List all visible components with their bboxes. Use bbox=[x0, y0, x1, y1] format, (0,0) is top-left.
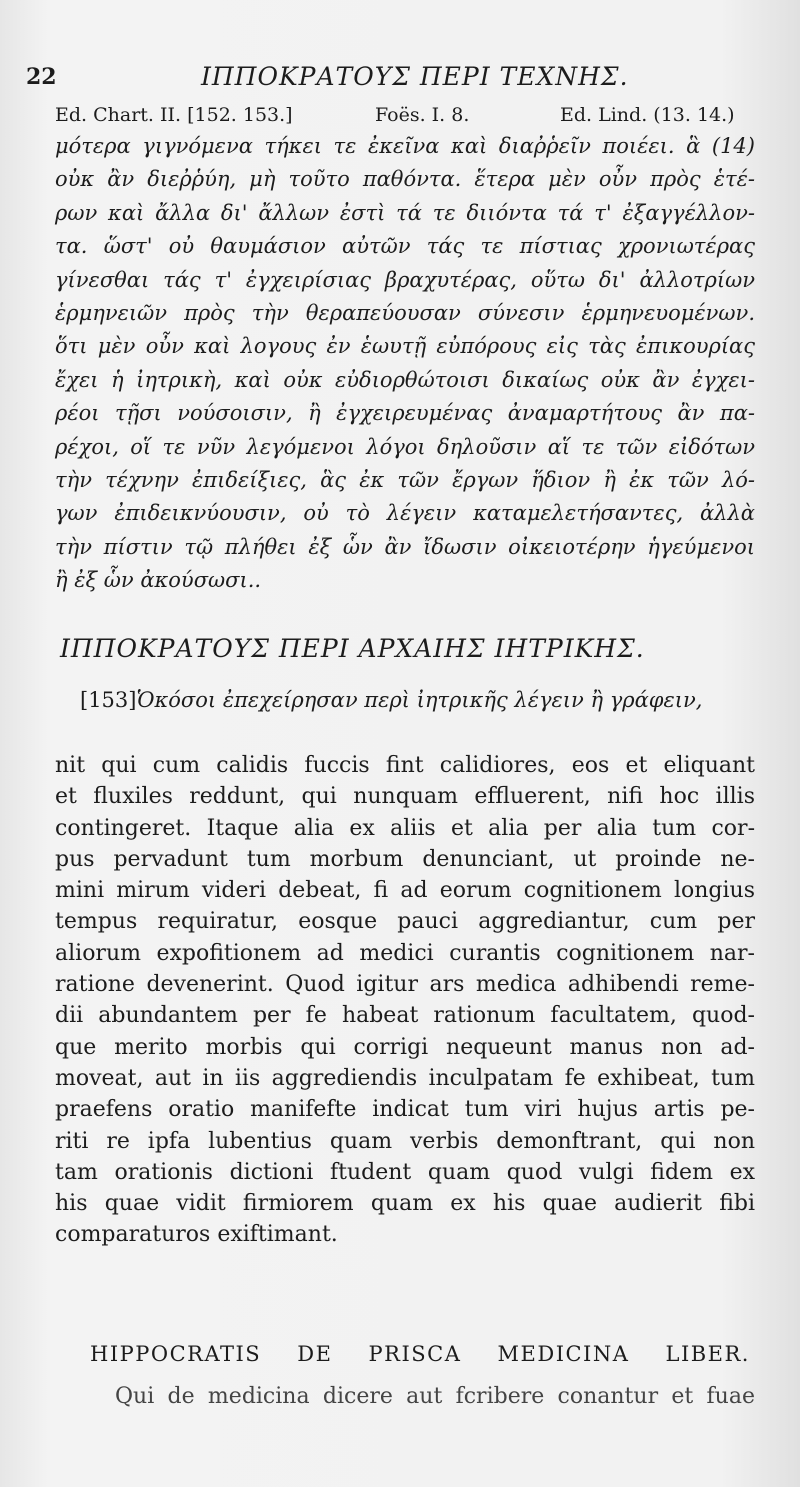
latin-line: contingeret. Itaque alia ex aliis et alia per alia tum cor- bbox=[55, 815, 755, 841]
latin-line: dii abundantem per fe habeat rationum facultatem, quod- bbox=[55, 1003, 755, 1029]
latin-line: nit qui cum calidis fuccis fint calidiores, eos et eliquant bbox=[55, 753, 755, 778]
latin-line: pus pervadunt tum morbum denunciant, ut proinde ne- bbox=[55, 846, 755, 872]
ref-chart: Ed. Chart. II. [152. 153.] bbox=[55, 104, 293, 126]
greek-line: ἔχει ἡ ἰητρικὴ, καὶ οὐκ εὐδιορθώτοισι δικαίως οὐκ ἂν ἐγχει- bbox=[55, 367, 755, 392]
page-header bbox=[26, 60, 746, 100]
greek-line: ἑρμηνειῶν πρὸς τὴν θεραπεύουσαν σύνεσιν ἑρμηνευομένων. bbox=[55, 300, 755, 325]
greek-line: τὴν τέχνην ἐπιδείξιες, ἃς ἐκ τῶν ἔργων ἥδιον ἢ ἐκ τῶν λό- bbox=[55, 467, 755, 492]
latin-line: mini mirum videri debeat, fi ad eorum cognitionem longius bbox=[55, 878, 755, 904]
greek-text-block bbox=[55, 130, 755, 597]
latin-opening-line: Qui de medicina dicere aut fcribere conantur et fuae bbox=[115, 1384, 755, 1409]
latin-line: tam orationis dictioni ftudent quam quod vulgi fidem ex bbox=[55, 1159, 755, 1185]
latin-line: ratione devenerint. Quod igitur ars medica adhibendi reme- bbox=[55, 972, 755, 998]
latin-line: praefens oratio manifefte indicat tum viri hujus artis pe- bbox=[55, 1097, 755, 1123]
running-title: ΙΠΠΟΚΡΑΤΟΥΣ ΠΕΡΙ ΤΕΧΝΗΣ. bbox=[201, 62, 629, 91]
greek-line: τὴν πίστιν τῷ πλήθει ἐξ ὧν ἂν ἴδωσιν οἰκειοτέρην ἡγεύμενοι bbox=[55, 534, 755, 559]
latin-line: que merito morbis qui corrigi nequeunt manus non ad- bbox=[55, 1034, 755, 1060]
edition-references bbox=[55, 104, 755, 130]
greek-line: μότερα γιγνόμενα τήκει τε ἐκεῖνα καὶ διαῤῥεῖν ποιέει. ἃ (14) bbox=[55, 134, 755, 158]
page-number: 22 bbox=[26, 64, 57, 90]
latin-line: comparaturos exiftimant. bbox=[55, 1222, 338, 1248]
ref-foes: Foës. I. 8. bbox=[375, 104, 470, 126]
greek-line: ὅτι μὲν οὖν καὶ λογους ἐν ἑωυτῇ εὐπόρους εἰς τὰς ἐπικουρίας bbox=[55, 334, 755, 359]
greek-line: ἢ ἐξ ὧν ἀκούσωσι.. bbox=[55, 568, 262, 593]
greek-line: γων ἐπιδεικνύουσιν, οὐ τὸ λέγειν καταμελετήσαντες, ἀλλὰ bbox=[55, 501, 755, 526]
latin-line: tempus requiratur, eosque pauci aggrediantur, cum per bbox=[55, 909, 755, 935]
latin-section-title: HIPPOCRATIS DE PRISCA MEDICINA LIBER. bbox=[90, 1342, 750, 1366]
latin-text-block bbox=[55, 750, 755, 1251]
greek-opening-text: Ὁκόσοι ἐπεχείρησαν περὶ ἰητρικῆς λέγειν ἢ γράφειν, bbox=[136, 688, 703, 712]
greek-opening-line bbox=[80, 688, 760, 712]
greek-line: ρων καὶ ἄλλα δι' ἄλλων ἐστὶ τά τε διιόντα τά τ' ἐξαγγέλλον- bbox=[55, 200, 755, 225]
latin-line: riti re ipfa lubentius quam verbis demonftrant, qui non bbox=[55, 1128, 755, 1154]
greek-section-title: ΙΠΠΟΚΡΑΤΟΥΣ ΠΕΡΙ ΑΡΧΑΙΗΣ ΙΗΤΡΙΚΗΣ. bbox=[60, 634, 645, 663]
page-marker: [153] bbox=[80, 688, 137, 712]
latin-line: et fluxiles reddunt, qui nunquam effluerent, nifi hoc illis bbox=[55, 784, 755, 810]
greek-line: τα. ὥστ' οὐ θαυμάσιον αὐτῶν τάς τε πίστιας χρονιωτέρας bbox=[55, 234, 755, 259]
greek-line: οὐκ ἂν διεῤῥύη, μὴ τοῦτο παθόντα. ἕτερα μὲν οὖν πρὸς ἑτέ- bbox=[55, 167, 755, 192]
latin-line: moveat, aut in iis aggrediendis inculpatam fe exhibeat, tum bbox=[55, 1065, 755, 1091]
greek-line: ρέχοι, οἵ τε νῦν λεγόμενοι λόγοι δηλοῦσιν αἵ τε τῶν εἰδότων bbox=[55, 434, 755, 459]
latin-line: his quae vidit firmiorem quam ex his quae audierit fibi bbox=[55, 1191, 755, 1217]
greek-line: γίνεσθαι τάς τ' ἐγχειρίσιας βραχυτέρας, οὕτω δι' ἀλλοτρίων bbox=[55, 267, 755, 292]
ref-lind: Ed. Lind. (13. 14.) bbox=[560, 104, 735, 126]
greek-line: ρέοι τῇσι νούσοισιν, ἢ ἐγχειρευμένας ἀναμαρτήτους ἂν πα- bbox=[55, 401, 755, 426]
latin-line: aliorum expofitionem ad medici curantis cognitionem nar- bbox=[55, 940, 755, 966]
